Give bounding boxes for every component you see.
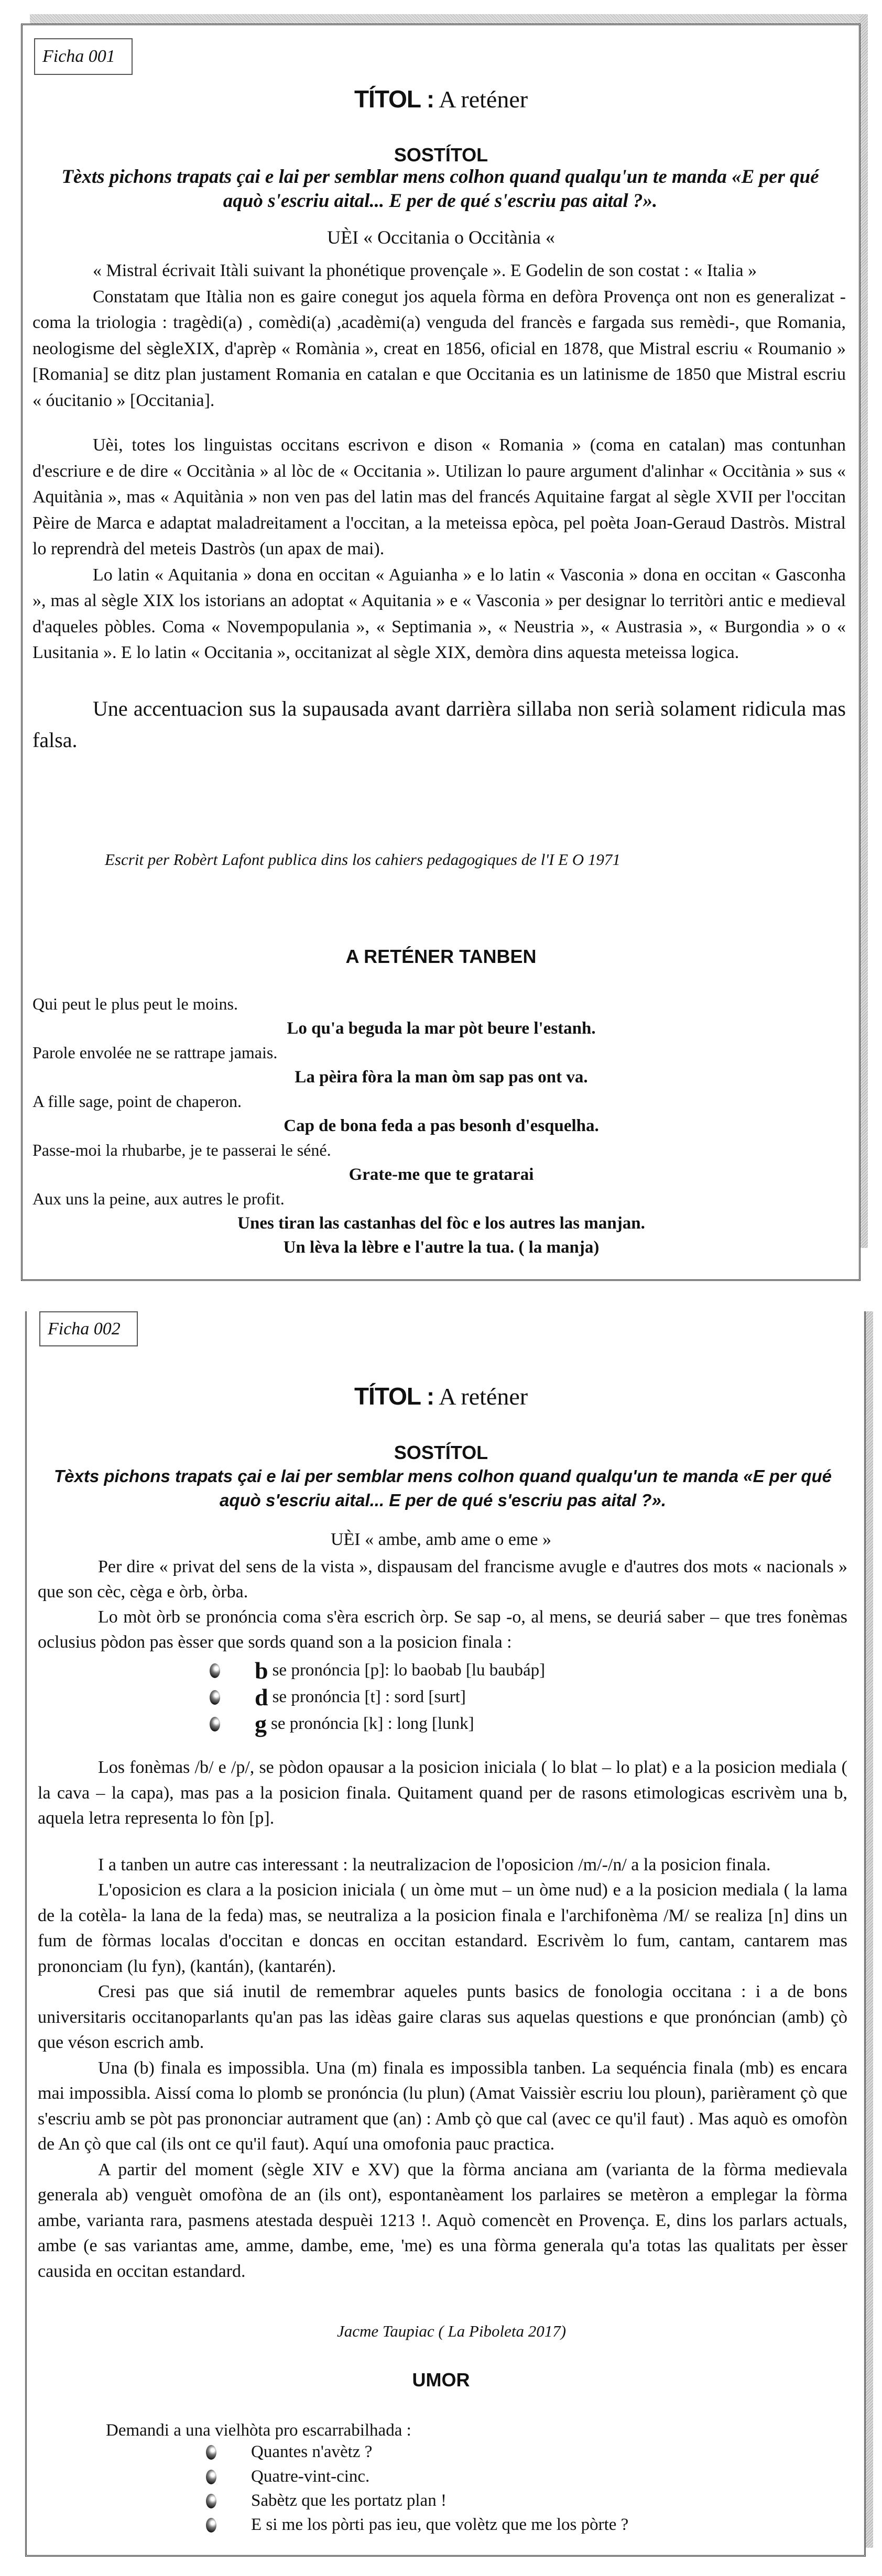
proverb-occitan: Unes tiran las castanhas del fòc e los autres las manjan. — [237, 1213, 645, 1233]
subtitle-text: Tèxts pichons trapats çai e lai per semblar mens colhon quand qualqu'un te manda «E per qué aquò s'escriu aital... E per de qué s'escriu pas aital ?». — [61, 166, 819, 212]
bullet-icon — [206, 2518, 216, 2533]
credit-line: Escrit per Robèrt Lafont publica dins los cahiers pedagogiques de l'I E O 1971 — [105, 850, 620, 869]
title-text: A reténer — [439, 1383, 528, 1410]
subtitle-text: Tèxts pichons trapats çai e lai per semblar mens colhon quand qualqu'un te manda «E per qué aquò s'escriu aital... E per de qué s'escriu pas aital ?». — [53, 1466, 832, 1510]
section-heading-uei: UÈI « ambe, amb ame o eme » — [330, 1530, 552, 1549]
list-item — [210, 1683, 466, 1711]
paragraph: A partir del moment (sègle XIV e XV) que la fòrma anciana am (varianta de la fòrma medievala generala ab) venguèt omofòna de an (ils ont), espontanèament los parlaires se metèron a emplegar la fòrma ambe, varianta rara, pasmens atestada despuèi 1213 !. Aquò comencèt en Provença. E, dins los parlars actuals, ambe (e sas variantas ame, amme, dambe, eme, 'me) es una fòrma generala qu'a totas las qualitats per èsser causida en occitan estandard. — [38, 2160, 847, 2281]
list-item — [206, 2515, 628, 2535]
list-item-text: Sabètz que les portatz plan ! — [251, 2491, 447, 2510]
letter: d — [255, 1684, 268, 1711]
list-item-text: se pronóncia [k] : long [lunk] — [271, 1714, 474, 1733]
subtitle-heading: SOSTÍTOL — [394, 1442, 488, 1463]
title-prefix: TÍTOL : — [354, 1383, 434, 1410]
paragraph: Constatam que Itàlia non es gaire conegut jos aquela fòrma en defòra Provença ont non es generalizat -coma la triologia : tragèdi(a) , comèdi(a) ,acadèmi(a) venguda del francès e fargada sus remèdi-, que Romania, neologisme del sègleXIX, d'aprèp « Romània », creat en 1856, oficial en 1878, que Mistral escriu « Roumanio » [Romania] se ditz plan justament Romania en catalan e que Occitania es un latinisme de 1850 que Mistral escriu « óucitanio » [Occitania]. — [32, 287, 846, 410]
bullet-icon — [210, 1663, 220, 1678]
list-item — [206, 2491, 447, 2511]
page-title — [0, 1382, 882, 1410]
paragraph: Per dire « privat del sens de la vista », dispausam del francisme avugle e d'autres dos mots « nacionals » que son cèc, cèga e òrb, òrba. — [38, 1557, 847, 1602]
proverb-french: Parole envolée ne se rattrape jamais. — [32, 1043, 278, 1062]
paragraph: I a tanben un autre cas interessant : la neutralizacion de l'oposicion /m/-/n/ a la posicion finala. — [98, 1855, 771, 1875]
list-item — [210, 1710, 474, 1738]
list-item-text: se pronóncia [t] : sord [surt] — [272, 1687, 466, 1706]
article-body — [38, 1755, 847, 2284]
paragraph: « Mistral écrivait Itàli suivant la phonétique provençale ». E Godelin de son costat : « Italia » — [93, 261, 757, 280]
title-prefix: TÍTOL : — [354, 85, 434, 113]
bullet-icon — [206, 2445, 216, 2460]
bullet-icon — [210, 1717, 220, 1731]
proverb-french: Qui peut le plus peut le moins. — [32, 994, 238, 1013]
paragraph: Los fonèmas /b/ e /p/, se pòdon opausar a la posicion iniciala ( lo blat – lo plat) e a la posicion mediala ( la cava – la capa), mas pas a la posicion finala. Quitament quand per de rasons etimologicas escrivèm una b, aquela letra representa lo fòn [p]. — [38, 1758, 847, 1828]
proverb-french: A fille sage, point de chaperon. — [32, 1092, 242, 1111]
letter: g — [255, 1711, 267, 1737]
list-item-text: se pronóncia [p]: lo baobab [lu baubáp] — [272, 1661, 546, 1680]
list-item-text: Quantes n'avètz ? — [251, 2442, 373, 2461]
card-shadow — [859, 14, 868, 1248]
letter: b — [255, 1657, 268, 1684]
paragraph: Lo latin « Aquitania » dona en occitan « Aguianha » e lo latin « Vasconia » dona en occitan « Gasconha », mas al sègle XIX los istorians an adoptat « Aquitania » e « Vasconia » per designar lo territòri antic e medieval d'aqueles pòbles. Coma « Novempopulania », « Septimania », « Neustria », « Austrasia », « Burgondia » o « Lusitania ». E lo latin « Occitania », occitanizat al sègle XIX, demòra dins aquesta meteissa logica. — [32, 565, 846, 662]
subtitle-heading: SOSTÍTOL — [394, 144, 488, 166]
proverb-occitan: Un lèva la lèbre e l'autre la tua. ( la manja) — [283, 1238, 600, 1257]
proverb-occitan: La pèira fòra la man òm sap pas ont va. — [295, 1067, 588, 1087]
bullet-icon — [206, 2494, 216, 2508]
list-item-text: Quatre-vint-cinc. — [251, 2467, 370, 2486]
ficha-label: Ficha 002 — [39, 1311, 138, 1346]
section-heading-retener-tanben: A RETÉNER TANBEN — [345, 946, 537, 967]
proverb-occitan: Lo qu'a beguda la mar pòt beure l'estanh. — [287, 1018, 596, 1038]
proverb-occitan: Cap de bona feda a pas besonh d'esquelha. — [284, 1116, 599, 1135]
section-heading-umor: UMOR — [412, 2369, 470, 2391]
bullet-icon — [210, 1690, 220, 1705]
ficha-label: Ficha 001 — [34, 38, 133, 75]
card-shadow — [30, 14, 867, 25]
proverb-french: Passe-moi la rhubarbe, je te passerai le séné. — [32, 1141, 331, 1159]
highlight-paragraph: Une accentuacion sus la supausada avant darrièra sillaba non serià solament ridicula mas falsa. — [32, 696, 846, 752]
list-item — [206, 2442, 372, 2462]
proverb-occitan: Grate-me que te gratarai — [349, 1165, 534, 1184]
humor-intro: Demandi a una vielhòta pro escarrabilhada : — [106, 2421, 411, 2440]
intro-body — [38, 1554, 847, 1655]
paragraph: Lo mòt òrb se pronóncia coma s'èra escrich òrp. Se sap -o, al mens, se deuriá saber – que tres fonèmas oclusius pòdon pas èsser que sords quand son a la posicion finala : — [38, 1607, 847, 1652]
proverb-list — [32, 992, 850, 1260]
card-shadow — [865, 1311, 873, 2548]
list-item — [210, 1657, 545, 1684]
list-item — [206, 2467, 369, 2486]
section-heading-uei: UÈI « Occitania o Occitània « — [327, 227, 555, 248]
credit-line: Jacme Taupiac ( La Piboleta 2017) — [336, 2322, 567, 2340]
title-text: A reténer — [439, 86, 528, 113]
paragraph: Cresi pas que siá inutil de remembrar aqueles punts basics de fonologia occitana : i a de bons universitaris occitanoparlants qu'an pas las idèas gaire claras sus aquelas questions e que pronóncian (amb) çò que véson escrich amb. — [38, 1982, 847, 2052]
article-body — [32, 258, 846, 756]
bullet-icon — [206, 2470, 216, 2484]
paragraph: Uèi, totes los linguistas occitans escrivon e dison « Romania » (coma en catalan) mas contunhan d'escriure e de dire « Occitània » al lòc de « Occitania ». Utilizan lo paure argument d'alinhar « Occitània » sus « Aquitània », mas « Aquitània » non ven pas del latin mas del francés Aquitaine fargat al sègle XVII per l'occitan Pèire de Marca e adaptat maladreitament a l'occitan, a la meteissa epòca, pel poèta Joan-Geraud Dastròs. Mistral lo reprendrà del meteis Dastròs (un apax de mai). — [32, 435, 846, 558]
page-title — [0, 85, 882, 113]
paragraph: L'oposicion es clara a la posicion iniciala ( un òme mut – un òme nud) e a la posicion mediala ( la lama de la cotèla- la lana de la feda) mas, se neutraliza a la posicion finala e l'archifonèma /M/ se realiza [n] dins un fum de fòrmas localas d'occitan e doncas en occitan estandard. Escrivèm lo fum, cantam, cantarem mas prononciam (lu fyn), (kantán), (kantarén). — [38, 1880, 847, 1976]
list-item-text: E si me los pòrti pas ieu, que volètz que me los pòrte ? — [251, 2515, 629, 2534]
paragraph: Una (b) finala es impossibla. Una (m) finala es impossibla tanben. La sequéncia finala (mb) es encara mai impossibla. Aissí coma lo plomb se pronóncia (lu plun) (Amat Vaissièr escriu lou ploun), parièrament çò que s'escriu amb se pòt pas prononciar autrament que (an) : Amb çò que cal (avec ce qu'il faut) . Mas aquò es omofòn de An çò que cal (ils ont ce qu'il faut). Aquí una omofonia pauc practica. — [38, 2058, 847, 2154]
proverb-french: Aux uns la peine, aux autres le profit. — [32, 1189, 285, 1208]
